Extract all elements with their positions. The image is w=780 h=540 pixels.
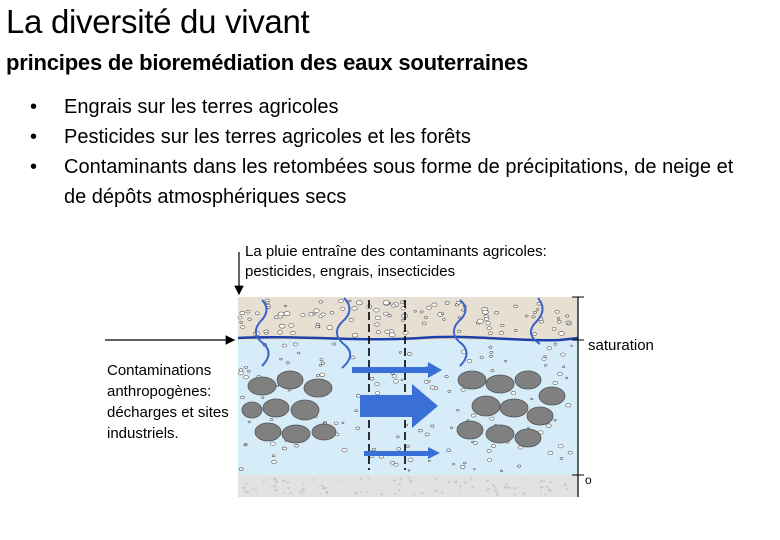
- sediment-grain: [560, 457, 563, 459]
- sediment-grain: [295, 445, 299, 448]
- sediment-grain: [342, 448, 347, 452]
- sediment-grain: [450, 427, 453, 429]
- sediment-grain: [401, 319, 404, 321]
- sediment-grain: [399, 478, 400, 479]
- sediment-grain: [435, 490, 437, 492]
- sediment-grain: [487, 449, 491, 452]
- sediment-grain: [391, 461, 395, 464]
- sediment-grain: [244, 376, 249, 379]
- sediment-grain: [257, 493, 258, 494]
- sediment-grain: [489, 346, 492, 348]
- sediment-grain: [507, 487, 510, 489]
- sediment-grain: [532, 316, 535, 318]
- sediment-grain: [571, 345, 573, 346]
- sediment-grain: [313, 313, 316, 315]
- sediment-grain: [321, 313, 325, 316]
- sediment-grain: [299, 492, 301, 493]
- sediment-grain: [454, 481, 457, 483]
- sediment-grain: [407, 353, 411, 356]
- sediment-grain: [240, 321, 243, 323]
- sediment-grain: [506, 483, 508, 485]
- sediment-grain: [319, 364, 321, 366]
- sediment-grain: [276, 385, 278, 387]
- sediment-grain: [239, 468, 243, 471]
- sediment-grain: [523, 493, 525, 495]
- sediment-grain: [497, 493, 498, 494]
- depth-zero-label: o: [585, 473, 592, 487]
- sediment-grain: [562, 366, 564, 368]
- sediment-grain: [381, 494, 383, 495]
- sediment-grain: [548, 451, 553, 454]
- sediment-grain: [486, 480, 488, 482]
- sediment-grain: [288, 389, 291, 391]
- page-subtitle: principes de bioremédiation des eaux souterraines: [6, 50, 529, 75]
- sediment-grain: [303, 483, 304, 484]
- sediment-grain: [290, 492, 292, 493]
- sediment-grain: [425, 316, 428, 318]
- pebble: [248, 377, 276, 395]
- sediment-grain: [435, 479, 437, 480]
- sediment-grain: [472, 487, 474, 489]
- sediment-grain: [241, 396, 245, 399]
- sediment-grain: [531, 398, 533, 400]
- sediment-grain: [457, 409, 460, 411]
- sediment-grain: [349, 318, 354, 321]
- sediment-grain: [301, 314, 306, 317]
- sediment-grain: [361, 491, 363, 492]
- sediment-grain: [463, 462, 466, 464]
- sediment-grain: [355, 492, 357, 494]
- sediment-grain: [248, 421, 250, 423]
- sediment-grain: [321, 362, 325, 364]
- sediment-grain: [262, 397, 264, 399]
- sediment-grain: [428, 381, 430, 383]
- sediment-grain: [316, 374, 319, 376]
- sediment-grain: [419, 429, 423, 432]
- pebble: [255, 423, 281, 441]
- sediment-grain: [352, 306, 357, 310]
- sediment-grain: [540, 486, 543, 488]
- sediment-grain: [504, 360, 506, 362]
- sediment-grain: [375, 382, 380, 385]
- sediment-grain: [428, 460, 430, 461]
- sediment-grain: [376, 331, 381, 334]
- sediment-grain: [511, 391, 516, 394]
- sediment-grain: [400, 479, 402, 480]
- sediment-grain: [393, 480, 395, 482]
- sediment-grain: [367, 491, 369, 492]
- sediment-grain: [425, 433, 429, 436]
- sediment-grain: [491, 370, 494, 372]
- sediment-grain: [283, 480, 285, 482]
- sediment-grain: [448, 481, 450, 483]
- sediment-grain: [546, 424, 551, 428]
- pebble: [515, 429, 541, 447]
- sediment-grain: [557, 318, 560, 320]
- sediment-grain: [557, 321, 561, 324]
- pebble: [515, 371, 541, 389]
- sediment-grain: [244, 491, 246, 493]
- sediment-grain: [282, 447, 286, 450]
- sediment-grain: [265, 479, 266, 480]
- sediment-grain: [246, 310, 250, 313]
- sediment-grain: [482, 310, 488, 314]
- sediment-grain: [473, 441, 477, 444]
- sediment-grain: [488, 332, 492, 335]
- sediment-grain: [566, 315, 569, 317]
- bullet-dot: •: [30, 126, 38, 148]
- sediment-grain: [430, 386, 435, 389]
- sediment-grain: [557, 372, 562, 375]
- sediment-grain: [238, 316, 242, 319]
- page-title: La diversité du vivant: [6, 3, 310, 40]
- pebble: [277, 371, 303, 389]
- sediment-grain: [398, 489, 400, 491]
- sediment-grain: [559, 331, 565, 335]
- sediment-grain: [533, 311, 536, 313]
- sediment-grain: [514, 329, 517, 331]
- sediment-grain: [244, 445, 246, 446]
- sediment-grain: [515, 494, 517, 495]
- sediment-grain: [245, 366, 248, 368]
- pebble: [457, 421, 483, 439]
- sediment-grain: [399, 352, 401, 354]
- sediment-grain: [547, 347, 552, 350]
- bedrock-layer: [238, 475, 578, 497]
- sediment-grain: [544, 365, 547, 367]
- sediment-grain: [458, 330, 461, 332]
- sediment-grain: [356, 427, 360, 430]
- sediment-grain: [316, 325, 320, 328]
- sediment-grain: [392, 375, 397, 378]
- sediment-grain: [279, 324, 285, 328]
- sediment-grain: [490, 355, 493, 357]
- pebble: [486, 425, 514, 443]
- pebble: [242, 402, 262, 418]
- sediment-grain: [490, 351, 493, 353]
- sediment-grain: [496, 491, 497, 492]
- pebble: [500, 399, 528, 417]
- sediment-grain: [394, 380, 399, 384]
- sediment-grain: [555, 310, 559, 313]
- sediment-grain: [395, 494, 397, 495]
- sediment-grain: [448, 390, 451, 392]
- sediment-grain: [243, 487, 246, 489]
- sediment-grain: [334, 422, 338, 425]
- sediment-grain: [566, 403, 571, 407]
- sediment-grain: [286, 362, 289, 364]
- bullet-text: Pesticides sur les terres agricoles et les forêts: [64, 126, 471, 148]
- sediment-grain: [408, 470, 410, 471]
- sediment-grain: [554, 343, 557, 345]
- sediment-grain: [455, 304, 458, 306]
- sediment-grain: [552, 328, 556, 331]
- sediment-grain: [247, 492, 249, 493]
- sediment-grain: [445, 302, 449, 305]
- sediment-grain: [398, 484, 400, 485]
- bullet-text: Contaminants dans les retombées sous forme de précipitations, de neige et de dépôts atmosphériques secs: [64, 156, 734, 208]
- sediment-grain: [501, 324, 505, 326]
- sediment-grain: [274, 316, 278, 319]
- sediment-grain: [467, 359, 472, 362]
- sediment-grain: [384, 312, 389, 315]
- sediment-grain: [462, 309, 465, 311]
- sediment-grain: [372, 448, 375, 450]
- sediment-grain: [320, 359, 323, 361]
- sediment-grain: [536, 309, 538, 311]
- sediment-grain: [375, 392, 380, 395]
- sediment-grain: [320, 494, 321, 495]
- sediment-grain: [325, 487, 327, 488]
- sediment-grain: [408, 478, 410, 479]
- sediment-grain: [525, 315, 528, 317]
- sediment-grain: [360, 479, 362, 480]
- sediment-grain: [287, 481, 289, 482]
- sediment-grain: [319, 301, 323, 304]
- sediment-grain: [389, 333, 395, 337]
- sediment-grain: [477, 319, 483, 323]
- sediment-grain: [333, 343, 336, 345]
- sediment-grain: [550, 481, 552, 483]
- sediment-grain: [567, 323, 570, 325]
- sediment-grain: [375, 316, 380, 320]
- sediment-grain: [330, 311, 334, 314]
- sediment-grain: [351, 356, 355, 359]
- sediment-grain: [427, 306, 432, 309]
- sediment-grain: [566, 377, 568, 379]
- sediment-grain: [340, 307, 344, 310]
- sediment-grain: [397, 448, 401, 451]
- pebble: [486, 375, 514, 393]
- sediment-grain: [522, 478, 523, 479]
- sediment-grain: [459, 486, 461, 487]
- sediment-grain: [327, 326, 333, 330]
- sediment-grain: [297, 352, 300, 354]
- sediment-grain: [385, 330, 390, 334]
- sediment-grain: [473, 469, 475, 470]
- sediment-grain: [314, 309, 320, 313]
- sediment-grain: [255, 312, 259, 315]
- sediment-grain: [401, 379, 403, 381]
- sediment-grain: [445, 375, 448, 377]
- sediment-grain: [317, 323, 320, 325]
- sediment-grain: [565, 486, 566, 487]
- sediment-grain: [255, 489, 257, 490]
- sediment-grain: [539, 320, 543, 323]
- sediment-grain: [272, 460, 277, 463]
- sediment-grain: [312, 479, 314, 480]
- sediment-grain: [558, 445, 563, 448]
- sediment-grain: [352, 333, 358, 337]
- pebble: [312, 424, 336, 440]
- sediment-grain: [447, 449, 451, 452]
- sediment-grain: [491, 444, 495, 447]
- pebble: [539, 387, 565, 405]
- sediment-grain: [320, 373, 325, 377]
- sediment-grain: [321, 485, 323, 487]
- sediment-grain: [408, 458, 413, 462]
- sediment-grain: [349, 300, 352, 302]
- sediment-grain: [499, 331, 504, 334]
- sediment-grain: [553, 381, 558, 384]
- sediment-grain: [493, 485, 495, 486]
- sediment-grain: [248, 318, 252, 320]
- sediment-grain: [338, 481, 339, 482]
- sediment-grain: [420, 311, 423, 313]
- pebble: [527, 407, 553, 425]
- anthropogenic-contamination-label: Contaminations anthropogènes: décharges et sites industriels.: [107, 362, 229, 442]
- sediment-grain: [239, 371, 244, 375]
- sediment-grain: [391, 304, 395, 307]
- bullet-dot: •: [30, 96, 38, 118]
- saturation-label: saturation: [588, 337, 654, 354]
- sediment-grain: [431, 425, 434, 427]
- bullet-dot: •: [30, 156, 38, 178]
- sediment-grain: [374, 323, 379, 326]
- sediment-grain: [461, 388, 465, 391]
- sediment-grain: [495, 311, 499, 314]
- sediment-grain: [442, 492, 444, 493]
- sediment-grain: [272, 455, 275, 457]
- sediment-grain: [291, 331, 296, 334]
- sediment-grain: [549, 490, 552, 492]
- pebble: [282, 425, 310, 443]
- sediment-grain: [568, 451, 572, 454]
- sediment-grain: [342, 422, 344, 424]
- sediment-grain: [460, 465, 465, 468]
- sediment-grain: [289, 324, 294, 328]
- sediment-grain: [490, 417, 494, 420]
- pebble: [472, 396, 500, 416]
- sediment-grain: [543, 481, 545, 482]
- pebble: [291, 400, 319, 420]
- bullet-text: Engrais sur les terres agricoles: [64, 96, 339, 118]
- sediment-grain: [241, 326, 245, 329]
- sediment-grain: [504, 486, 507, 488]
- sediment-grain: [356, 394, 360, 397]
- sediment-grain: [270, 418, 273, 420]
- sediment-grain: [368, 478, 370, 479]
- sediment-grain: [266, 301, 269, 303]
- sediment-grain: [263, 481, 264, 482]
- sediment-grain: [422, 322, 426, 325]
- sediment-grain: [494, 488, 495, 489]
- sediment-grain: [486, 490, 488, 491]
- sediment-grain: [413, 494, 415, 495]
- sediment-grain: [284, 493, 286, 494]
- sediment-grain: [284, 312, 290, 316]
- sediment-grain: [487, 327, 491, 330]
- sediment-grain: [487, 488, 489, 489]
- sediment-grain: [322, 487, 325, 489]
- sediment-grain: [275, 481, 277, 483]
- sediment-grain: [293, 343, 298, 346]
- sediment-grain: [275, 489, 278, 491]
- sediment-grain: [484, 317, 489, 320]
- sediment-grain: [486, 322, 491, 325]
- sediment-grain: [546, 487, 548, 488]
- sediment-grain: [554, 419, 556, 421]
- sediment-grain: [267, 307, 270, 309]
- sediment-grain: [288, 487, 290, 488]
- pebble: [263, 399, 289, 417]
- sediment-grain: [561, 353, 566, 356]
- sediment-grain: [251, 488, 252, 489]
- sediment-grain: [409, 481, 412, 483]
- sediment-grain: [301, 492, 303, 493]
- sediment-grain: [540, 481, 543, 483]
- sediment-grain: [443, 319, 446, 321]
- sediment-grain: [453, 463, 455, 465]
- sediment-grain: [532, 333, 536, 336]
- sediment-grain: [487, 459, 491, 462]
- sediment-grain: [383, 301, 389, 305]
- sediment-grain: [540, 491, 541, 492]
- sediment-grain: [459, 490, 460, 491]
- sediment-grain: [302, 488, 304, 489]
- sediment-grain: [544, 356, 547, 358]
- sediment-grain: [339, 299, 344, 302]
- sediment-grain: [284, 305, 286, 307]
- sediment-grain: [355, 410, 358, 412]
- sediment-grain: [282, 344, 286, 347]
- sediment-grain: [542, 358, 546, 361]
- sediment-grain: [240, 311, 245, 314]
- sediment-grain: [265, 332, 268, 334]
- pebble: [304, 379, 332, 397]
- sediment-grain: [514, 305, 518, 308]
- pebble: [458, 371, 486, 389]
- sediment-grain: [545, 494, 546, 495]
- rain-contaminants-label: La pluie entraîne des contaminants agricoles: pesticides, engrais, insecticides: [245, 243, 547, 280]
- sediment-grain: [480, 356, 483, 358]
- sediment-grain: [280, 358, 283, 360]
- sediment-grain: [517, 465, 520, 467]
- sediment-grain: [326, 492, 328, 494]
- sediment-grain: [514, 487, 516, 489]
- sediment-grain: [400, 301, 404, 304]
- sediment-grain: [277, 331, 282, 335]
- sediment-grain: [247, 370, 250, 372]
- sediment-grain: [374, 308, 380, 312]
- sediment-grain: [388, 315, 391, 317]
- sediment-grain: [246, 483, 247, 484]
- sediment-grain: [274, 485, 277, 487]
- sediment-grain: [276, 483, 277, 484]
- sediment-grain: [370, 377, 374, 380]
- sediment-grain: [564, 483, 566, 485]
- sediment-grain: [270, 442, 275, 445]
- sediment-grain: [421, 492, 423, 493]
- sediment-grain: [278, 312, 284, 316]
- sediment-grain: [470, 478, 473, 480]
- sediment-grain: [414, 310, 416, 312]
- sediment-grain: [356, 301, 362, 305]
- sediment-grain: [441, 313, 444, 315]
- sediment-grain: [397, 436, 400, 438]
- sediment-grain: [566, 488, 568, 490]
- sediment-grain: [274, 478, 277, 480]
- sediment-grain: [432, 303, 437, 307]
- sediment-grain: [406, 445, 409, 447]
- sediment-grain: [471, 414, 476, 417]
- sediment-grain: [500, 470, 502, 472]
- sediment-grain: [464, 482, 466, 484]
- sediment-grain: [527, 427, 529, 428]
